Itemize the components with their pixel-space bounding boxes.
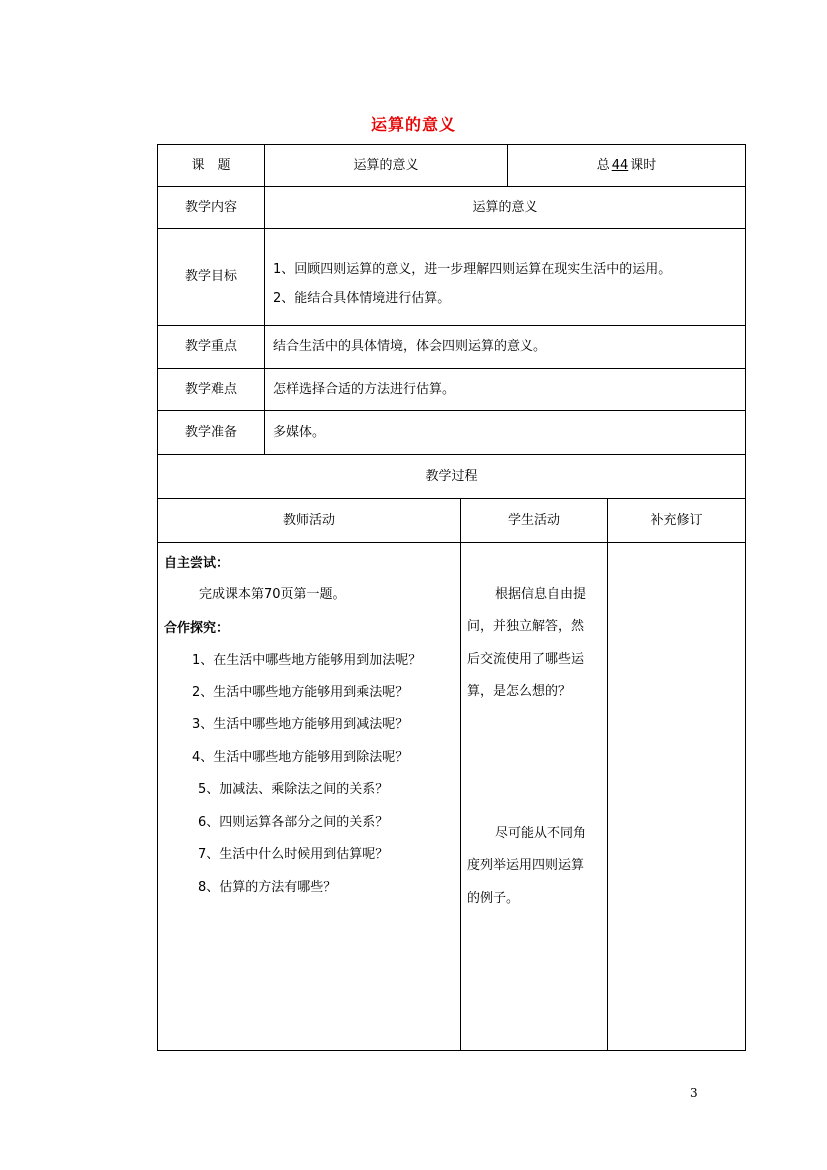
question-item: 4、生活中哪些地方能够用到除法呢？ (192, 750, 409, 765)
document-title: 运算的意义 (370, 115, 456, 134)
page-number: 3 (690, 1086, 698, 1100)
difficulties-label: 教学难点 (184, 381, 237, 397)
student-text-line: 尽可能从不同角 (495, 826, 587, 841)
objective-item: 2、能结合具体情境进行估算。 (273, 291, 451, 306)
question-item: 3、生活中哪些地方能够用到减法呢？ (192, 717, 409, 732)
difficulties-value: 怎样选择合适的方法进行估算。 (273, 381, 456, 397)
student-text-line: 度列举运用四则运算 (467, 858, 585, 873)
teacher-column-header: 教师活动 (282, 512, 335, 528)
student-text-line: 根据信息自由提 (495, 587, 587, 602)
preparation-label: 教学准备 (184, 424, 237, 440)
question-item: 6、四则运算各部分之间的关系？ (198, 815, 389, 830)
student-column-header: 学生活动 (507, 512, 560, 528)
notes-column-header: 补充修订 (650, 512, 703, 528)
period-prefix: 总 (596, 157, 610, 173)
content-value: 运算的意义 (472, 199, 538, 215)
explore-heading: 合作探究： (164, 621, 230, 636)
question-item: 1、在生活中哪些地方能够用到加法呢？ (192, 653, 422, 668)
student-text-line: 的例子。 (467, 891, 520, 906)
question-item: 5、加减法、乘除法之间的关系？ (198, 782, 389, 797)
student-text-line: 后交流使用了哪些运 (467, 652, 585, 667)
period-number: 44 (611, 157, 629, 173)
question-item: 2、生活中哪些地方能够用到乘法呢？ (192, 685, 409, 700)
student-text-line: 问，并独立解答，然 (467, 619, 585, 634)
key-points-value: 结合生活中的具体情境，体会四则运算的意义。 (273, 339, 547, 355)
self-try-text: 完成课本第70页第一题。 (199, 587, 346, 602)
objective-item: 1、回顾四则运算的意义，进一步理解四则运算在现实生活中的运用。 (273, 262, 672, 277)
key-points-label: 教学重点 (184, 339, 237, 355)
topic-value: 运算的意义 (353, 157, 419, 173)
period-suffix: 课时 (630, 157, 657, 173)
topic-label: 课 题 (191, 157, 231, 173)
content-label: 教学内容 (184, 199, 237, 215)
period-count (508, 145, 745, 186)
objectives-label: 教学目标 (184, 269, 237, 285)
question-item: 7、生活中什么时候用到估算呢？ (198, 847, 389, 862)
question-item: 8、估算的方法有哪些？ (198, 880, 337, 895)
self-try-heading: 自主尝试： (164, 556, 230, 571)
preparation-value: 多媒体。 (273, 424, 326, 440)
process-heading: 教学过程 (425, 468, 478, 484)
student-text-line: 算，是怎么想的？ (467, 684, 572, 699)
